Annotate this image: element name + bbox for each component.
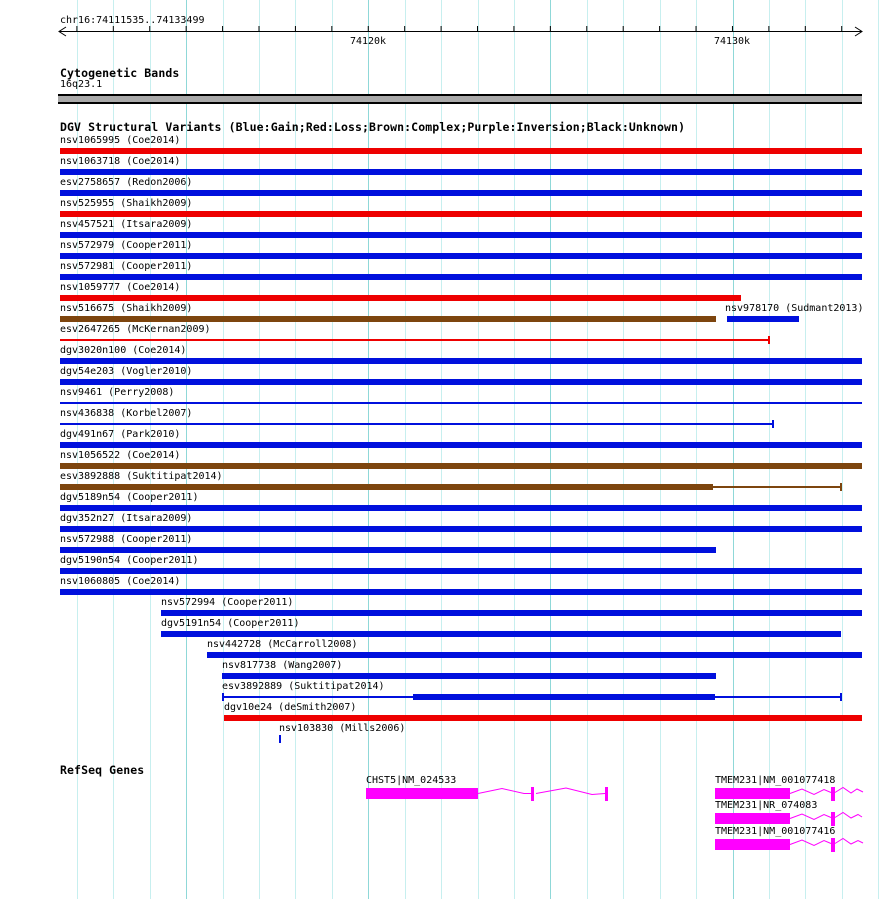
variant-bar[interactable] (60, 379, 862, 385)
gene-exon[interactable] (605, 787, 608, 801)
variant-point[interactable] (279, 735, 281, 743)
gridline (805, 0, 806, 899)
ruler-left-arrow-icon (59, 27, 66, 36)
gene-box[interactable] (366, 788, 478, 799)
variant-label: nsv1060805 (Coe2014) (60, 576, 181, 587)
variant-bar[interactable] (161, 610, 862, 616)
dgv-track-title: DGV Structural Variants (Blue:Gain;Red:Loss;Brown:Complex;Purple:Inversion;Black:Unknown) (60, 120, 686, 134)
variant-label: dgv10e24 (deSmith2007) (224, 702, 357, 713)
variant-label: dgv5190n54 (Cooper2011) (60, 555, 199, 566)
variant-label: dgv54e203 (Vogler2010) (60, 366, 193, 377)
gridline (223, 0, 224, 899)
gene-intron-line (835, 839, 863, 845)
variant-bar[interactable] (60, 169, 862, 175)
gridline (368, 0, 369, 899)
gene-exon[interactable] (831, 812, 835, 826)
gridline (878, 0, 879, 899)
variant-label: nsv103830 (Mills2006) (279, 723, 406, 734)
variant-label: nsv572981 (Cooper2011) (60, 261, 193, 272)
gene-exon[interactable] (531, 787, 534, 801)
gene-exon[interactable] (831, 838, 835, 852)
gene-box[interactable] (715, 788, 790, 799)
variant-label: nsv572979 (Cooper2011) (60, 240, 193, 251)
variant-label: nsv572994 (Cooper2011) (161, 597, 294, 608)
gridline (660, 0, 661, 899)
variant-label: nsv442728 (McCarroll2008) (207, 639, 358, 650)
gene-intron-line (835, 813, 862, 819)
variant-label: nsv978170 (Sudmant2013) (725, 303, 864, 314)
variant-end-tick (840, 693, 842, 701)
variant-bar[interactable] (222, 673, 716, 679)
gridline (405, 0, 406, 899)
variant-bar[interactable] (60, 463, 862, 469)
variant-bar[interactable] (60, 148, 862, 154)
variant-label: nsv9461 (Perry2008) (60, 387, 175, 398)
variant-bar[interactable] (224, 715, 862, 721)
variant-label: esv3892888 (Suktitipat2014) (60, 471, 223, 482)
gene-label: CHST5|NM_024533 (366, 775, 457, 786)
variant-label: dgv5191n54 (Cooper2011) (161, 618, 300, 629)
variant-range-line[interactable] (60, 402, 862, 404)
variant-label: nsv525955 (Shaikh2009) (60, 198, 193, 209)
gridline (623, 0, 624, 899)
variant-bar[interactable] (60, 274, 862, 280)
variant-label: nsv457521 (Itsara2009) (60, 219, 193, 230)
variant-bar[interactable] (60, 505, 862, 511)
variant-label: nsv817738 (Wang2007) (222, 660, 343, 671)
gene-exon[interactable] (831, 787, 835, 801)
cytoband-track-title: Cytogenetic Bands (60, 66, 180, 80)
gridline (186, 0, 187, 899)
variant-range-line[interactable] (713, 486, 840, 488)
variant-range-line[interactable] (222, 696, 413, 698)
gene-box[interactable] (715, 813, 790, 824)
variant-label: nsv516675 (Shaikh2009) (60, 303, 193, 314)
variant-bar[interactable] (60, 589, 862, 595)
variant-label: nsv436838 (Korbel2007) (60, 408, 193, 419)
variant-bar[interactable] (60, 484, 713, 490)
gene-intron-line (536, 788, 605, 795)
gridline (514, 0, 515, 899)
variant-bar[interactable] (60, 295, 741, 301)
gridline (478, 0, 479, 899)
refseq-track-title: RefSeq Genes (60, 763, 145, 777)
axis-tick-label: 74120k (349, 36, 387, 47)
variant-label: dgv491n67 (Park2010) (60, 429, 181, 440)
variant-label: nsv572988 (Cooper2011) (60, 534, 193, 545)
variant-bar[interactable] (60, 232, 862, 238)
variant-end-tick (840, 483, 842, 491)
gene-label: TMEM231|NR_074083 (715, 800, 818, 811)
gridline (550, 0, 551, 899)
gridline (332, 0, 333, 899)
variant-label: nsv1065995 (Coe2014) (60, 135, 181, 146)
variant-bar[interactable] (60, 547, 716, 553)
gene-box[interactable] (715, 839, 790, 850)
ruler-axis[interactable] (0, 0, 890, 60)
gridline (769, 0, 770, 899)
variant-bar[interactable] (60, 316, 716, 322)
gene-intron-line (790, 840, 831, 846)
variant-bar[interactable] (413, 694, 715, 700)
variant-label: dgv5189n54 (Cooper2011) (60, 492, 199, 503)
variant-label: esv3892889 (Suktitipat2014) (222, 681, 385, 692)
variant-end-tick (768, 336, 770, 344)
variant-bar[interactable] (60, 253, 862, 259)
gridline (733, 0, 734, 899)
gridline (842, 0, 843, 899)
variant-end-tick (772, 420, 774, 428)
variant-bar[interactable] (60, 526, 862, 532)
cytoband-name: 16q23.1 (60, 79, 103, 90)
gridline (587, 0, 588, 899)
variant-bar[interactable] (727, 316, 799, 322)
gridline (696, 0, 697, 899)
cytoband-bar[interactable] (58, 94, 862, 104)
variant-label: nsv1059777 (Coe2014) (60, 282, 181, 293)
gene-intron-line (790, 814, 831, 820)
variant-bar[interactable] (60, 190, 862, 196)
gene-intron-line (835, 788, 863, 794)
variant-bar[interactable] (161, 631, 841, 637)
variant-bar[interactable] (60, 568, 862, 574)
variant-bar[interactable] (60, 442, 862, 448)
variant-range-line[interactable] (60, 339, 768, 341)
variant-range-line[interactable] (60, 423, 772, 425)
gene-intron-line (790, 789, 831, 795)
gene-label: TMEM231|NM_001077418 (715, 775, 836, 786)
variant-label: esv2647265 (McKernan2009) (60, 324, 211, 335)
gridline (295, 0, 296, 899)
variant-label: nsv1063718 (Coe2014) (60, 156, 181, 167)
variant-bar[interactable] (60, 211, 862, 217)
ruler-right-arrow-icon (855, 27, 862, 36)
gridline (259, 0, 260, 899)
variant-bar[interactable] (60, 358, 862, 364)
variant-label: dgv3020n100 (Coe2014) (60, 345, 187, 356)
variant-range-line[interactable] (715, 696, 840, 698)
variant-label: nsv1056522 (Coe2014) (60, 450, 181, 461)
axis-tick-label: 74130k (713, 36, 751, 47)
variant-bar[interactable] (207, 652, 862, 658)
variant-label: esv2758657 (Redon2006) (60, 177, 193, 188)
gene-label: TMEM231|NM_001077416 (715, 826, 836, 837)
region-label: chr16:74111535..74133499 (60, 15, 205, 26)
variant-label: dgv352n27 (Itsara2009) (60, 513, 193, 524)
gene-intron-line (478, 789, 532, 794)
gridline (441, 0, 442, 899)
